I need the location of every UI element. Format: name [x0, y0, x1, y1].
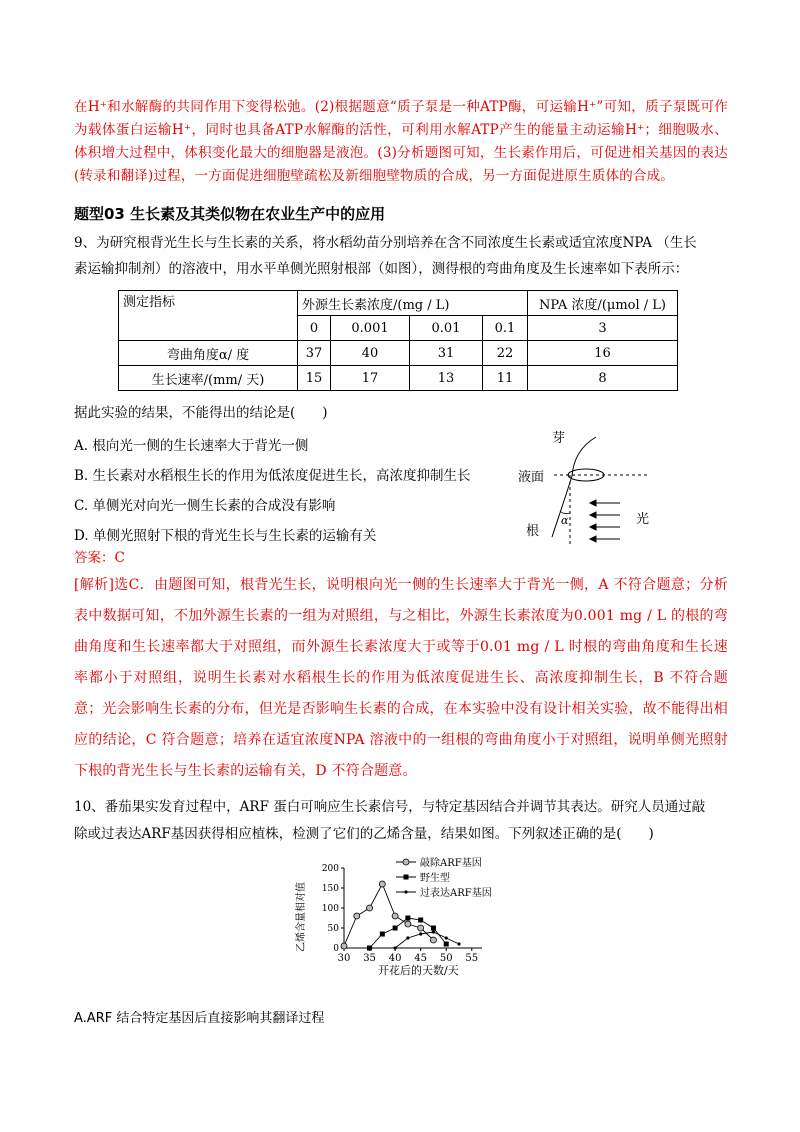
chart-ylabel: 乙烯含量相对值: [296, 882, 307, 952]
data-point-0: [379, 881, 385, 887]
table-cell: 40: [331, 341, 410, 366]
table-cell: 37: [298, 341, 331, 366]
table-conc: 0.01: [410, 316, 483, 341]
q9-option-d: D. 单侧光照射下根的背光生长与生长素的运输有关: [74, 528, 377, 544]
data-point-0: [354, 913, 360, 919]
table-header-auxin: 外源生长素浓度/(mg / L): [298, 291, 528, 316]
data-point-2: [457, 942, 460, 945]
data-point-0: [418, 925, 424, 931]
table-cell: 31: [410, 341, 483, 366]
legend-marker-2: [404, 890, 407, 893]
light-arrows: [590, 500, 620, 542]
data-point-0: [392, 913, 398, 919]
section-title: 题型03 生长素及其类似物在农业生产中的应用: [74, 205, 386, 223]
data-point-0: [430, 937, 436, 943]
table-cell: 22: [483, 341, 528, 366]
legend-marker-1: [404, 875, 409, 880]
data-point-1: [431, 926, 436, 931]
legend-label-2: 过表达ARF基因: [420, 888, 492, 899]
figure-label-alpha: α: [561, 514, 569, 527]
intro-paragraph: 在H⁺和水解酶的共同作用下变得松弛。(2)根据题意“质子泵是一种ATP酶，可运输H⁺”可知，质子泵既可作为载体蛋白运输H⁺，同时也具备ATP水解酶的活性，可利用水解ATP产生的能量主动运输H⁺；细胞吸水、体积增大过程中，体积变化最大的细胞器是液泡。(3)分析题图可知，生长素作用后，可促进相关基因的表达(转录和翻译)过程，一方面促进细胞壁疏松及新细胞壁物质的合成，另一方面促进原生质体的合成。: [74, 99, 728, 184]
q9-prompt: 据此实验的结果，不能得出的结论是( ): [74, 405, 328, 421]
data-point-1: [444, 942, 449, 947]
data-point-0: [405, 921, 411, 927]
table-row-label: 生长速率/(mm/ 天): [119, 366, 298, 391]
data-point-2: [394, 946, 397, 949]
data-point-0: [367, 905, 373, 911]
table-conc: 3: [528, 316, 678, 341]
q9-results-table: [118, 290, 678, 391]
x-tick-label: 55: [465, 953, 479, 964]
q10-stem-line2: 除或过表达ARF基因获得相应植株，检测了它们的乙烯含量，结果如图。下列叙述正确的是( ): [74, 826, 654, 842]
data-point-1: [367, 946, 372, 951]
legend-label-0: 敲除ARF基因: [420, 858, 482, 869]
y-tick-label: 50: [327, 924, 339, 934]
table-cell: 11: [483, 366, 528, 391]
data-point-2: [419, 932, 422, 935]
y-tick-label: 200: [321, 864, 339, 874]
table-row-label: 弯曲角度α/ 度: [119, 341, 298, 366]
q9-stem-line1: 9、为研究根背光生长与生长素的关系，将水稻幼苗分别培养在含不同浓度生长素或适宜浓度NPA （生长: [74, 235, 697, 251]
table-cell: 8: [528, 366, 678, 391]
q9-stem-line2: 素运输抑制剂）的溶液中，用水平单侧光照射根部（如图），测得根的弯曲角度及生长速率如下表所示：: [74, 261, 689, 277]
root-curve: [552, 476, 572, 537]
data-point-1: [380, 932, 385, 937]
table-cell: 15: [298, 366, 331, 391]
figure-label-bud: 芽: [552, 431, 566, 446]
table-conc: 0.1: [483, 316, 528, 341]
data-point-0: [341, 943, 347, 949]
q10-option-a: A.ARF 结合特定基因后直接影响其翻译过程: [74, 1011, 325, 1026]
data-point-1: [393, 926, 398, 931]
data-point-2: [445, 936, 448, 939]
q9-answer: 答案：C: [74, 550, 125, 566]
data-point-1: [405, 916, 410, 921]
figure-label-liquid: 液面: [518, 470, 545, 485]
q9-option-b: B. 生长素对水稻根生长的作用为低浓度促进生长，高浓度抑制生长: [74, 468, 471, 484]
legend-label-1: 野生型: [420, 873, 450, 884]
table-cell: 17: [331, 366, 410, 391]
data-point-2: [406, 936, 409, 939]
table-conc: 0: [298, 316, 331, 341]
table-cell: 16: [528, 341, 678, 366]
y-tick-label: 100: [321, 904, 339, 914]
x-tick-label: 30: [337, 953, 351, 964]
y-tick-label: 150: [321, 884, 339, 894]
x-tick-label: 35: [363, 953, 376, 964]
chart-legend: [396, 856, 492, 899]
root-light-figure: [510, 425, 700, 555]
table-cell: 13: [410, 366, 483, 391]
x-tick-label: 50: [439, 953, 453, 964]
q10-stem-line1: 10、番茄果实发育过程中，ARF 蛋白可响应生长素信号，与特定基因结合并调节其表达。研究人员通过敲: [74, 799, 706, 815]
q9-option-a: A. 根向光一侧的生长速率大于背光一侧: [74, 438, 309, 454]
table-conc: 0.001: [331, 316, 410, 341]
q9-option-c: C. 单侧光对向光一侧生长素的合成没有影响: [74, 498, 336, 514]
figure-label-light: 光: [636, 512, 650, 527]
x-tick-label: 40: [388, 953, 402, 964]
chart-plot-area: [322, 864, 482, 964]
q9-explanation: [解析]选C．由题图可知，根背光生长，说明根向光一侧的生长速率大于背光一侧，A 不符合题意；分析表中数据可知，不加外源生长素的一组为对照组，与之相比，外源生长素浓度为0.001 mg / L 的根的弯曲角度和生长速率都大于对照组，而外源生长素浓度大于或等于0.01 mg / L 时根的弯曲角度和生长速率都小于对照组，说明生长素对水稻根生长的作用为低浓度促进生长、高浓度抑制生长，B 不符合题意；光会影响生长素的分布，但光是否影响生长素的合成，在本实验中没有设计相关实验，故不能得出相应的结论，C 符合题意；培养在适宜浓度NPA 溶液中的一组根的弯曲角度小于对照组，说明单侧光照射下根的背光生长与生长素的运输有关，D 不符合题意。: [74, 577, 728, 779]
data-point-1: [418, 918, 423, 923]
table-header-indicator: 测定指标: [119, 291, 298, 341]
ethylene-chart: [290, 852, 530, 982]
chart-xlabel: 开花后的天数/天: [378, 964, 459, 977]
data-point-2: [432, 930, 435, 933]
legend-marker-0: [403, 859, 409, 865]
y-tick-label: 0: [333, 944, 339, 954]
table-header-npa: NPA 浓度/(μmol / L): [528, 291, 678, 316]
figure-label-root: 根: [526, 524, 540, 539]
x-tick-label: 45: [414, 953, 428, 964]
